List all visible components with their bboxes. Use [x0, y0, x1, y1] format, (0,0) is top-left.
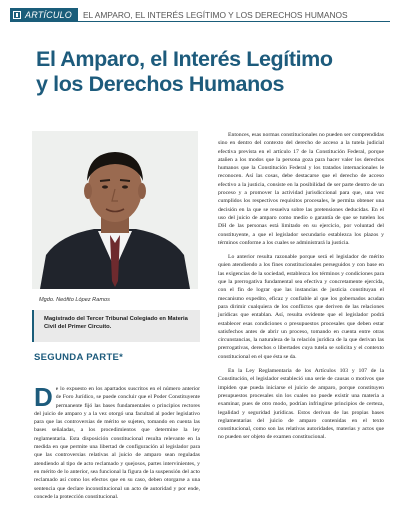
- article-title: [36, 47, 386, 97]
- building-icon: [13, 11, 21, 19]
- section-header: [10, 8, 390, 21]
- right-column: [218, 131, 384, 442]
- left-paragraph-1-text: e lo expuesto en los apartados suscritos en el número anterior de Foro Jurídico, se puede concluir que el Poder Constituyente permanente fijó las bases fundamentales o principios rectores del juicio de amparo y a la vez otorgó una facultad al poder legislativo para que las controversias de mérito se sujeten, tomando en cuenta las bases señaladas, a los procedimientos que determine la ley reglamentaria. Esta disposición constitucional resulta relevante en la medida en que permite una libertad de configuración al legislador para que las controversias relativas al juicio de amparo sean reguladas atendiendo al tipo de acto reclamado y quejosos, partes intervinientes, y en mérito de lo anterior, sea funcional la figura de la suspensión del acto reclamado así como los efectos que en su caso, deben otorgarse a una sentencia que declare inconstitucional un acto de autoridad y por ende, concede la protección constitucional.: [34, 386, 200, 500]
- section-topic: EL AMPARO, EL INTERÉS LEGÍTIMO Y LOS DERECHOS HUMANOS: [82, 9, 348, 20]
- header-rule: [10, 21, 390, 22]
- section-tag: [10, 8, 78, 21]
- author-bio: Magistrado del Tercer Tribunal Colegiado en Materia Civil del Primer Circuito.: [44, 316, 188, 330]
- part-heading: SEGUNDA PARTE*: [34, 352, 124, 363]
- author-photo: [32, 131, 198, 289]
- right-paragraph-3: En la Ley Reglamentaria de los Artículos 103 y 107 de la Constitución, el legislador estableció una serie de causas o motivos que impiden que pueda iniciarse el juicio de amparo, porque constituyen presupuestos procesales sin los cuales no puede existir una materia a examinar, pues de otro modo, podrían infringirse principios de certeza, legalidad y seguridad jurídicas. Estos derivan de las propias bases reglamentarias del juicio de amparo contenidas en el texto constitucional, como son las relativas autoridades, materias y actos que no pueden ser objeto de examen constitucional.: [218, 368, 384, 441]
- photo-caption: Mgdo. Neófito López Ramos: [39, 297, 110, 303]
- title-line-1: El Amparo, el Interés Legítimo: [36, 47, 333, 71]
- right-paragraph-1: Entonces, esas normas constitucionales no pueden ser comprendidas sino en dentro del contexto del derecho de acceso a la tutela judicial efectiva prevista en el artículo 17 de la Constitución Federal, porque atañen a los modos que la persona goza para hacer valer los derechos humanos que la Constitución Federal y los tratados internacionales le reconocen. Así las cosas, debe destacarse que el derecho de acceso efectivo a la justicia, consiste en la posibilidad de ser parte dentro de un proceso y a promover la actividad jurisdiccional para que, una vez cumplidos los respectivos requisitos procesales, le permita obtener una decisión en la que se resuelva sobre las pretensiones deducidas. En el uso del juicio de amparo como medio o garantía de que se tutelen los DH de las personas está limitado en su ejercicio, por voluntad del constituyente, a que el legislador secundario establezca los plazos y términos conforme a los cuales se administrará la justicia.: [218, 132, 384, 246]
- title-line-2: y los Derechos Humanos: [36, 72, 285, 96]
- left-paragraph-1: [34, 382, 200, 501]
- left-column: [34, 382, 200, 501]
- right-paragraph-2: Lo anterior resulta razonable porque será el legislador de mérito quien atendiendo a los fines constitucionales perseguidos y con base en las exigencias de la sociedad, establezca los términos y condiciones para que la prerrogativa fundamental sea efectiva y concretamente ejercida, con el fin de lograr que las instancias de justicia constituyan el mecanismo expedito, eficaz y confiable al que los gobernados acudan para dirimir cualquiera de los conflictos que deriven de las relaciones jurídicas que entablan. Así, resulta evidente que el legislador podrá establecer esas condiciones o presupuestos procesales que deben estar satisfechos antes de abrir un proceso, tomando en cuenta entre otras circunstancias, la naturaleza de la relación jurídica de la que derivan las prerrogativas, derechos o libertades cuya tutela se solicita y el contexto constitucional en el que ésta se da.: [218, 254, 384, 360]
- drop-cap: D: [34, 382, 53, 412]
- author-bio-box: [32, 310, 200, 342]
- section-label: ARTÍCULO: [25, 9, 72, 20]
- author-portrait: [32, 131, 198, 289]
